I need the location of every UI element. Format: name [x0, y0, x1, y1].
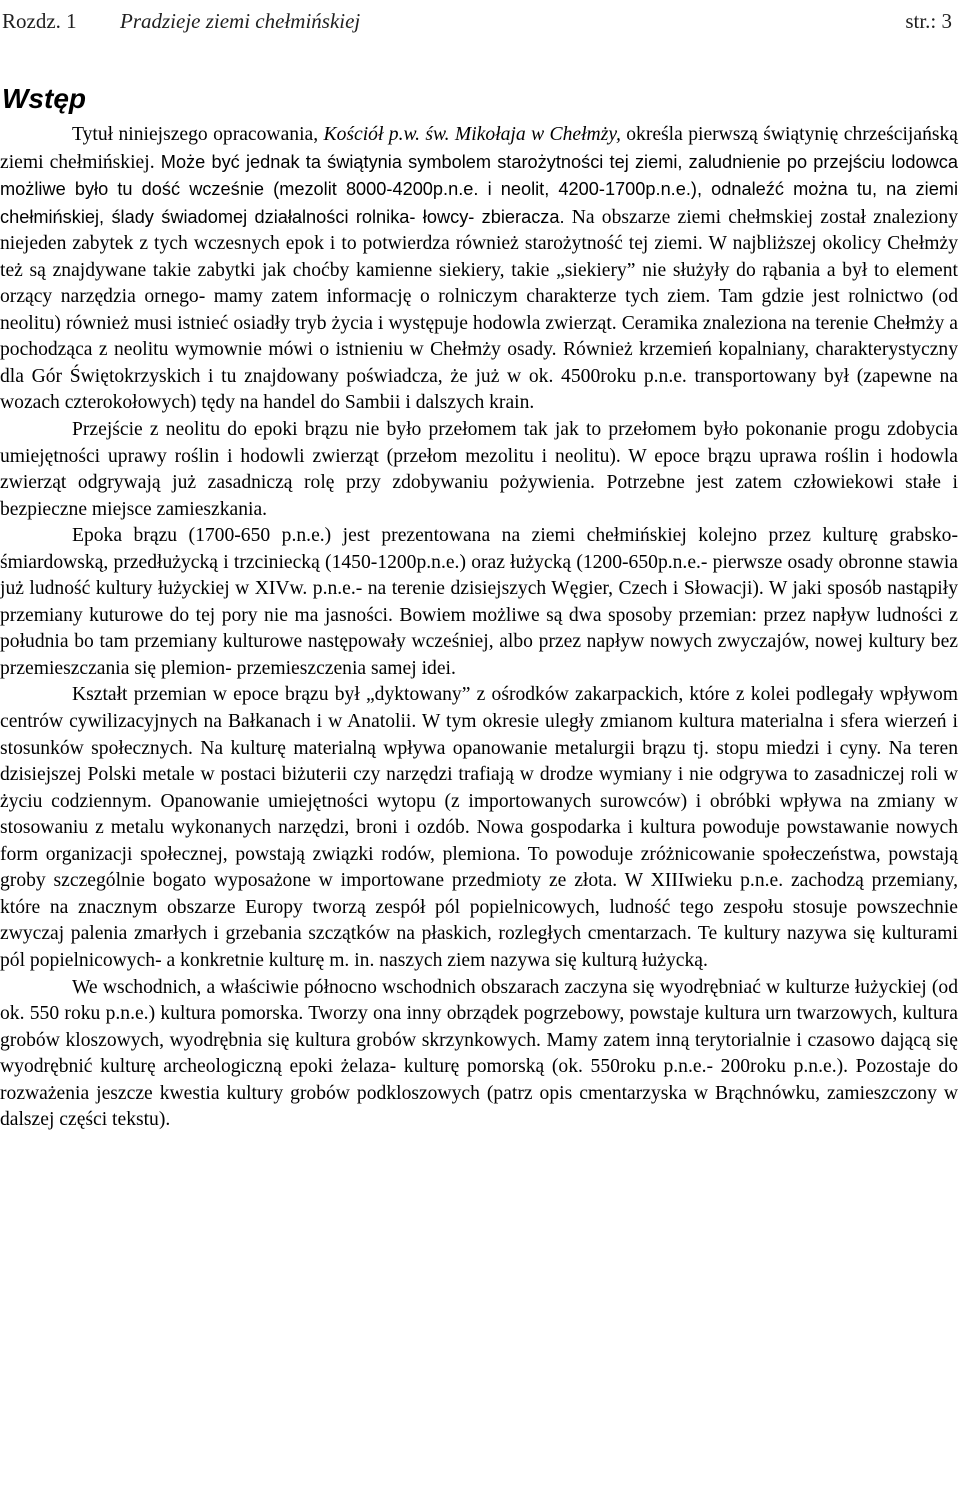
paragraph-1 [0, 122, 958, 417]
document-title-reference: Kościół p.w. św. Mikołaja w Chełmży, [323, 124, 621, 145]
page-number: str.: 3 [905, 9, 952, 33]
paragraph-1-intro: Tytuł niniejszego opracowania, [72, 124, 324, 145]
chapter-title: Pradzieje ziemi chełmińskiej [120, 9, 361, 33]
paragraph-2: Przejście z neolitu do epoki brązu nie było przełomem tak jak to przełomem było pokonanie progu zdobycia umiejętności uprawy roślin i hodowli zwierząt (przełom mezolitu i neolitu). W epoce brązu uprawa roślin i hodowla zwierząt odgrywają już zasadniczą rolę przy zdobywaniu pożywienia. Potrzebne jest zatem człowiekowi stałe i bezpieczne miejsce zamieszkania. [0, 419, 958, 520]
section-heading: Wstęp [2, 83, 86, 114]
paragraph-3: Epoka brązu (1700-650 p.n.e.) jest prezentowana na ziemi chełmińskiej kolejno przez kulturę grabsko- śmiardowską, przedłużycką i trzciniecką (1450-1200p.n.e.) oraz łużycką (1200-650p.n.e.- pierwsze osady obronne stawia już ludność kultury łużyckiej w XIVw. p.n.e.- na terenie dzisiejszych Węgier, Czech i Słowacji). W jaki sposób nastąpiły przemiany kuturowe do tej pory nie ma jasności. Bowiem możliwe są dwa sposoby przemian: przez napływ ludności z południa bo tam przemiany kulturowe następowały wcześniej, albo przez napływ nowych zwyczajów, nowej kultury bez przemieszczania się plemion- przemieszczenia samej idei. [0, 525, 958, 679]
page-header [2, 8, 952, 36]
chapter-label: Rozdz. 1 [2, 9, 77, 33]
document-body [0, 122, 958, 1134]
paragraph-1-intro-end: określa pierwszą świątynię chrześcijańską ziemi chełmińskiej. [0, 124, 958, 173]
paragraph-1-rest: W najbliższej okolicy Chełmży też są znajdywane takie zabytki jak choćby kamienne siekiery, takie „siekiery” nie służyły do rąbania a był to element orzący narzędzia ornego- mamy zatem informację o rolniczym charakterze tych ziem. Tam gdzie jest rolnictwo (od neolitu) również musi istnieć osiadły tryb życia i występuje hodowla zwierząt. Ceramika znaleziona na terenie Chełmży a pochodząca z neolitu wymownie mówi o istnieniu w Chełmży osady. Również krzemień kopalniany, charakterystyczny dla Gór Świętokrzyskich i tu znajdowany poświadcza, że już w ok. 4500roku p.n.e. transportowany był (zapewne na wozach czterokołowych) tędy na handel do Sambii i dalszych krain. [0, 233, 958, 414]
paragraph-1-middle: Na obszarze ziemi chełmskiej został znaleziony niejeden zabytek z tych wczesnych epok i to potwierdza również starożytność tej ziemi. [0, 206, 958, 255]
paragraph-5: We wschodnich, a właściwie północno wschodnich obszarach zaczyna się wyodrębniać w kulturze łużyckiej (od ok. 550 roku p.n.e.) kultura pomorska. Tworzy ona inny obrządek pogrzebowy, powstaje kultura urn twarzowych, kultura grobów kloszowych, wyodrębnia się kultura grobów skrzynkowych. Mamy zatem inną terytorialnie i czasowo dającą się wyodrębnić kulturę archeologiczną epoki żelaza- kulturę pomorską (ok. 550roku p.n.e.- 200roku p.n.e.). Pozostaje do rozważenia jeszcze kwestia kultury grobów podkloszowych (patrz opis cmentarzyska w Brąchnówku, zamieszczony w dalszej części tekstu). [0, 976, 958, 1131]
paragraph-4: Kształt przemian w epoce brązu był „dyktowany” z ośrodków zakarpackich, które z kolei podlegały wpływom centrów cywilizacyjnych na Bałkanach i w Anatolii. W tym okresie uległy zmianom kultura materialna i sfera wierzeń i stosunków społecznych. Na kulturę materialną wpływa opanowanie metalurgii brązu tj. stopu miedzi i cyny. Na teren dzisiejszej Polski metale w postaci biżuterii czy narzędzi trafiają w drodze wymiany i nie odgrywa to zasadniczej roli w życiu codziennym. Opanowanie umiejętności wytopu (z importowanych surowców) i obróbki wpływa na zmiany w stosowaniu z metalu wykonanych narzędzi, broni i ozdób. Nowa gospodarka i kultura powoduje powstawanie nowych form organizacji społecznej, powstają związki rodów, plemiona. To powoduje zróżnicowanie społeczeństwa, powstają groby szczególnie bogato wyposażone w importowane przedmioty ze złota. W XIIIwieku p.n.e. zachodzą przemiany, które na znacznym obszarze Europy tworzą zespół pól popielnicowych, ludność tego zespołu stosuje powszechnie zwyczaj palenia zmarłych i grzebania szczątków na płaskich, rozległych cmentarzach. Te kultury nazywa się kulturami pól popielnicowych- a konkretnie kulturę m. in. naszych ziem nazywa się kulturą łużycką. [0, 684, 958, 971]
paragraph-1-sans-text: Może być jednak ta świątynia symbolem starożytności tej ziemi, zaludnienie po przejściu lodowca możliwe było tu dość wcześnie (mezolit 8000-4200p.n.e. i neolit, 4200-1700p.n.e.), odnaleźć można tu, na ziemi chełmińskiej, ślady świadomej działalności rolnika- łowcy- zbieracza. [0, 151, 958, 227]
